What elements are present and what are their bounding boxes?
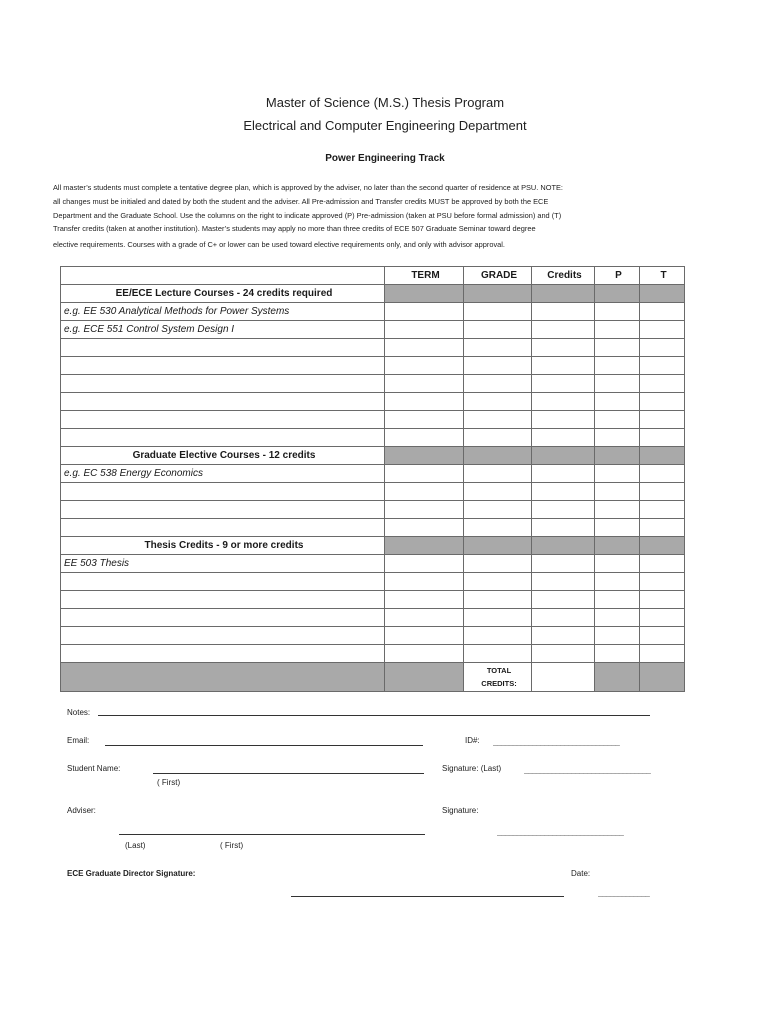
term-cell[interactable] [385, 465, 464, 483]
shaded-cell [640, 447, 685, 465]
table-row [61, 357, 685, 375]
credits-cell[interactable] [532, 465, 595, 483]
t-cell[interactable] [640, 465, 685, 483]
table-row [61, 321, 685, 339]
t-cell[interactable] [640, 411, 685, 429]
p-cell[interactable] [595, 555, 640, 573]
total-credits-cell[interactable] [532, 663, 595, 692]
p-cell[interactable] [595, 645, 640, 663]
term-cell[interactable] [385, 501, 464, 519]
total-credits-label [464, 663, 532, 692]
grade-column-header: GRADE [464, 267, 532, 285]
table-row [61, 303, 685, 321]
t-cell[interactable] [640, 591, 685, 609]
term-column-header: TERM [385, 267, 464, 285]
grade-cell[interactable] [464, 357, 532, 375]
shaded-cell [385, 537, 464, 555]
grade-cell[interactable] [464, 321, 532, 339]
grade-cell[interactable] [464, 645, 532, 663]
t-cell[interactable] [640, 429, 685, 447]
table-row [61, 483, 685, 501]
instructions-line: All master’s students must complete a tentative degree plan, which is approved by the adviser, no later than the second quarter of residence at PSU. NOTE: [53, 183, 563, 192]
course-cell[interactable] [61, 627, 385, 645]
director-signature-label: ECE Graduate Director Signature: [67, 869, 196, 878]
term-cell[interactable] [385, 519, 464, 537]
table-row [61, 429, 685, 447]
term-cell[interactable] [385, 393, 464, 411]
table-header-row [61, 267, 685, 285]
table-row [61, 339, 685, 357]
table-row [61, 609, 685, 627]
student-name-field[interactable] [153, 773, 424, 774]
grade-cell[interactable] [464, 483, 532, 501]
grade-cell[interactable] [464, 501, 532, 519]
p-cell[interactable] [595, 411, 640, 429]
t-cell[interactable] [640, 573, 685, 591]
term-cell[interactable] [385, 429, 464, 447]
shaded-cell [640, 537, 685, 555]
email-label: Email: [67, 736, 90, 745]
t-cell[interactable] [640, 375, 685, 393]
id-label: ID#: [465, 736, 480, 745]
t-cell[interactable] [640, 645, 685, 663]
credits-cell[interactable] [532, 303, 595, 321]
term-cell[interactable] [385, 339, 464, 357]
course-cell[interactable]: e.g. EE 530 Analytical Methods for Power Systems [61, 303, 385, 321]
shaded-cell [595, 447, 640, 465]
adviser-name-field[interactable] [119, 834, 425, 835]
grade-cell[interactable] [464, 411, 532, 429]
term-cell[interactable] [385, 591, 464, 609]
t-cell[interactable] [640, 519, 685, 537]
p-cell[interactable] [595, 483, 640, 501]
notes-field[interactable] [98, 715, 650, 716]
term-cell[interactable] [385, 555, 464, 573]
form-title-line1: Master of Science (M.S.) Thesis Program [265, 95, 505, 110]
shaded-cell [385, 447, 464, 465]
grade-cell[interactable] [464, 519, 532, 537]
credits-cell[interactable] [532, 609, 595, 627]
grade-cell[interactable] [464, 465, 532, 483]
p-cell[interactable] [595, 573, 640, 591]
preadmission-column-header: P [595, 267, 640, 285]
shaded-cell [595, 663, 640, 692]
grade-cell[interactable] [464, 555, 532, 573]
shaded-cell [385, 663, 464, 692]
section-heading: Graduate Elective Courses - 12 credits [61, 447, 385, 465]
total-label-line: TOTAL [486, 666, 512, 675]
grade-cell[interactable] [464, 393, 532, 411]
notes-label: Notes: [67, 708, 91, 717]
total-label-line: CREDITS: [481, 679, 517, 688]
credits-cell[interactable] [532, 411, 595, 429]
student-name-label: Student Name: [67, 764, 121, 773]
shaded-cell [532, 285, 595, 303]
adviser-label: Adviser: [67, 806, 96, 815]
course-cell[interactable] [61, 501, 385, 519]
course-cell[interactable] [61, 483, 385, 501]
term-cell[interactable] [385, 321, 464, 339]
shaded-cell [640, 663, 685, 692]
t-cell[interactable] [640, 555, 685, 573]
instructions-line: Transfer credits (taken at another institution). Master’s students may apply no more than three credits of ECE 507 Graduate Seminar toward degree [53, 224, 536, 234]
first-name-caption: ( First) [220, 841, 244, 850]
course-cell[interactable] [61, 519, 385, 537]
term-cell[interactable] [385, 303, 464, 321]
shaded-cell [464, 537, 532, 555]
p-cell[interactable] [595, 375, 640, 393]
section-heading: EE/ECE Lecture Courses - 24 credits required [61, 285, 385, 303]
student-signature-label: Signature: (Last) [442, 764, 502, 773]
shaded-cell [595, 285, 640, 303]
course-cell[interactable] [61, 339, 385, 357]
track-title: Power Engineering Track [325, 153, 445, 164]
table-row [61, 519, 685, 537]
credits-cell[interactable] [532, 375, 595, 393]
course-cell[interactable] [61, 393, 385, 411]
p-cell[interactable] [595, 501, 640, 519]
shaded-cell [532, 447, 595, 465]
shaded-cell [464, 447, 532, 465]
director-signature-field[interactable] [291, 896, 564, 897]
instructions-line: elective requirements. Courses with a grade of C+ or lower can be used toward elective requirements only, and only with advisor approval. [53, 240, 505, 250]
section-heading-row [61, 285, 685, 303]
credits-cell[interactable] [532, 645, 595, 663]
instructions-line: all changes must be initialed and dated by both the student and the adviser. All Pre-admission and Transfer credits MUST be approved by both the ECE [53, 196, 549, 206]
transfer-column-header: T [640, 267, 685, 285]
grade-cell[interactable] [464, 627, 532, 645]
p-cell[interactable] [595, 591, 640, 609]
grade-cell[interactable] [464, 573, 532, 591]
credits-cell[interactable] [532, 429, 595, 447]
adviser-signature-label: Signature: [442, 806, 479, 815]
id-field[interactable]: ________________________________ [493, 737, 620, 746]
first-name-caption: ( First) [157, 778, 181, 787]
credits-cell[interactable] [532, 321, 595, 339]
table-row [61, 627, 685, 645]
section-heading: Thesis Credits - 9 or more credits [61, 537, 385, 555]
form-title-line2: Electrical and Computer Engineering Department [243, 118, 527, 133]
total-row [61, 663, 685, 692]
table-row [61, 645, 685, 663]
credits-cell[interactable] [532, 573, 595, 591]
p-cell[interactable] [595, 357, 640, 375]
course-cell[interactable] [61, 375, 385, 393]
term-cell[interactable] [385, 627, 464, 645]
grade-cell[interactable] [464, 591, 532, 609]
shaded-cell [640, 285, 685, 303]
grade-cell[interactable] [464, 339, 532, 357]
t-cell[interactable] [640, 303, 685, 321]
course-cell[interactable] [61, 573, 385, 591]
grade-cell[interactable] [464, 375, 532, 393]
p-cell[interactable] [595, 429, 640, 447]
t-cell[interactable] [640, 627, 685, 645]
course-cell[interactable] [61, 411, 385, 429]
term-cell[interactable] [385, 375, 464, 393]
grade-cell[interactable] [464, 429, 532, 447]
credits-cell[interactable] [532, 591, 595, 609]
grade-cell[interactable] [464, 609, 532, 627]
t-cell[interactable] [640, 393, 685, 411]
course-cell[interactable] [61, 645, 385, 663]
last-name-caption: (Last) [125, 841, 146, 850]
credits-cell[interactable] [532, 555, 595, 573]
date-label: Date: [571, 869, 591, 878]
term-cell[interactable] [385, 645, 464, 663]
instructions-line: Department and the Graduate School. Use the columns on the right to indicate approved (P) Pre-admission (taken at PSU before formal admission) and (T) [53, 210, 562, 220]
credits-cell[interactable] [532, 519, 595, 537]
t-cell[interactable] [640, 609, 685, 627]
course-cell[interactable] [61, 357, 385, 375]
course-cell[interactable]: e.g. EC 538 Energy Economics [61, 465, 385, 483]
table-row [61, 555, 685, 573]
p-cell[interactable] [595, 321, 640, 339]
table-row [61, 591, 685, 609]
section-heading-row [61, 447, 685, 465]
section-heading-row [61, 537, 685, 555]
course-cell[interactable] [61, 429, 385, 447]
date-field[interactable]: _____________ [598, 888, 650, 897]
email-field[interactable] [105, 745, 423, 746]
table-row [61, 465, 685, 483]
shaded-cell [61, 663, 385, 692]
p-cell[interactable] [595, 627, 640, 645]
credits-cell[interactable] [532, 483, 595, 501]
p-cell[interactable] [595, 519, 640, 537]
table-row [61, 411, 685, 429]
shaded-cell [464, 285, 532, 303]
term-cell[interactable] [385, 357, 464, 375]
course-cell[interactable]: e.g. ECE 551 Control System Design I [61, 321, 385, 339]
p-cell[interactable] [595, 393, 640, 411]
term-cell[interactable] [385, 609, 464, 627]
t-cell[interactable] [640, 501, 685, 519]
t-cell[interactable] [640, 357, 685, 375]
course-column-header [61, 267, 385, 285]
credits-cell[interactable] [532, 339, 595, 357]
term-cell[interactable] [385, 411, 464, 429]
credits-column-header: Credits [532, 267, 595, 285]
credits-cell[interactable] [532, 627, 595, 645]
credits-cell[interactable] [532, 501, 595, 519]
instructions-paragraph [53, 181, 693, 252]
shaded-cell [532, 537, 595, 555]
t-cell[interactable] [640, 339, 685, 357]
shaded-cell [595, 537, 640, 555]
student-signature-field[interactable]: ________________________________ [524, 765, 651, 774]
course-cell[interactable] [61, 591, 385, 609]
shaded-cell [385, 285, 464, 303]
t-cell[interactable] [640, 483, 685, 501]
table-row [61, 573, 685, 591]
term-cell[interactable] [385, 573, 464, 591]
table-row [61, 393, 685, 411]
p-cell[interactable] [595, 465, 640, 483]
adviser-signature-field[interactable]: ________________________________ [497, 827, 624, 836]
degree-plan-table [60, 266, 685, 692]
credits-cell[interactable] [532, 393, 595, 411]
table-row [61, 501, 685, 519]
p-cell[interactable] [595, 339, 640, 357]
term-cell[interactable] [385, 483, 464, 501]
credits-cell[interactable] [532, 357, 595, 375]
course-cell[interactable]: EE 503 Thesis [61, 555, 385, 573]
t-cell[interactable] [640, 321, 685, 339]
table-row [61, 375, 685, 393]
grade-cell[interactable] [464, 303, 532, 321]
p-cell[interactable] [595, 609, 640, 627]
course-cell[interactable] [61, 609, 385, 627]
p-cell[interactable] [595, 303, 640, 321]
